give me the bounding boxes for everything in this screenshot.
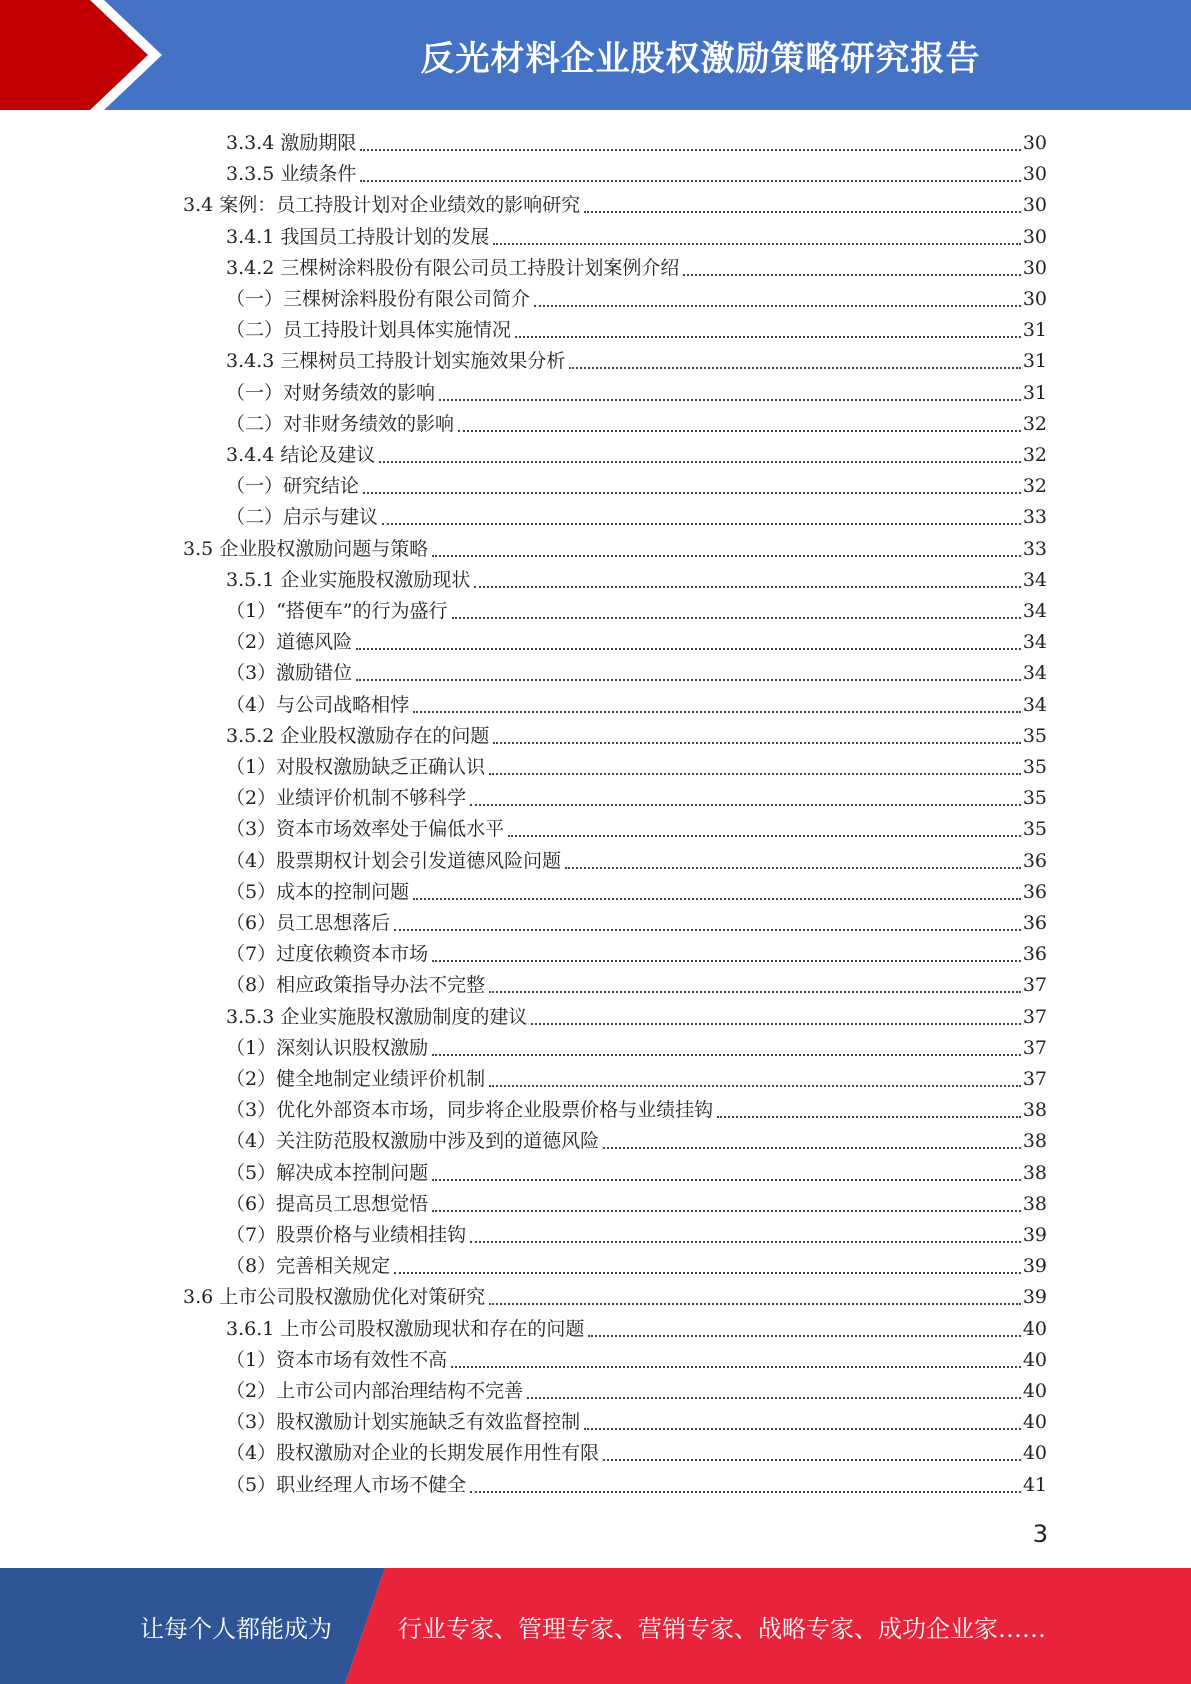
toc-entry-label: 3.5 企业股权激励问题与策略 — [183, 537, 429, 560]
toc-entry-page: 34 — [1022, 600, 1047, 622]
toc-entry-label: （2）健全地制定业绩评价机制 — [226, 1068, 486, 1090]
toc-entry[interactable] — [226, 502, 1047, 533]
report-title: 反光材料企业股权激励策略研究报告 — [420, 38, 981, 79]
toc-dot-leader — [603, 1459, 1021, 1461]
toc-entry-page: 35 — [1022, 787, 1047, 810]
toc-dot-leader — [470, 1491, 1021, 1493]
toc-dot-leader — [603, 1147, 1021, 1149]
toc-entry[interactable] — [226, 1220, 1047, 1251]
toc-entry[interactable] — [226, 877, 1047, 908]
toc-entry-page: 33 — [1022, 506, 1047, 529]
toc-entry-page: 40 — [1022, 1348, 1047, 1371]
toc-dot-leader — [534, 305, 1021, 307]
toc-entry-label: （一）三棵树涂料股份有限公司简介 — [226, 288, 531, 310]
toc-entry[interactable] — [226, 253, 1047, 284]
toc-entry-label: 3.6.1 上市公司股权激励现状和存在的问题 — [226, 1317, 585, 1340]
toc-dot-leader — [569, 367, 1020, 369]
toc-entry-label: 3.6 上市公司股权激励优化对策研究 — [183, 1286, 486, 1309]
toc-entry-page: 40 — [1022, 1317, 1047, 1340]
toc-entry[interactable] — [183, 1282, 1047, 1313]
toc-dot-leader — [470, 1241, 1021, 1243]
footer-slogan-left: 让每个人都能成为 — [140, 1614, 332, 1643]
toc-entry-page: 32 — [1022, 475, 1047, 498]
toc-entry-label: （3）优化外部资本市场，同步将企业股票价格与业绩挂钩 — [226, 1099, 714, 1122]
toc-entry-label: 3.3.5 业绩条件 — [226, 163, 357, 186]
toc-entry-label: （3）资本市场效率处于偏低水平 — [226, 818, 505, 841]
toc-entry-page: 39 — [1022, 1255, 1047, 1278]
toc-entry-label: （4）股权激励对企业的长期发展作用性有限 — [226, 1442, 600, 1465]
toc-entry-page: 30 — [1022, 288, 1047, 310]
toc-entry-page: 37 — [1022, 1068, 1047, 1090]
toc-dot-leader — [432, 1179, 1021, 1181]
page-footer — [0, 1568, 1191, 1684]
page-header — [0, 0, 1191, 110]
toc-entry[interactable] — [226, 1126, 1047, 1157]
toc-entry-page: 35 — [1022, 724, 1047, 747]
toc-entry[interactable] — [226, 1064, 1047, 1095]
toc-entry-label: 3.4.3 三棵树员工持股计划实施效果分析 — [226, 350, 566, 373]
toc-entry[interactable] — [226, 721, 1047, 752]
toc-entry[interactable] — [226, 440, 1047, 471]
toc-dot-leader — [360, 149, 1020, 151]
toc-dot-leader — [717, 1116, 1021, 1118]
toc-entry-page: 36 — [1022, 849, 1047, 872]
toc-dot-leader — [394, 1272, 1021, 1274]
toc-entry[interactable] — [226, 1438, 1047, 1469]
toc-entry[interactable] — [226, 128, 1047, 159]
toc-entry-page: 38 — [1022, 1192, 1047, 1215]
toc-dot-leader — [356, 679, 1021, 681]
toc-dot-leader — [508, 835, 1021, 837]
toc-entry[interactable] — [226, 1158, 1047, 1189]
toc-dot-leader — [379, 461, 1020, 463]
toc-dot-leader — [470, 804, 1021, 806]
toc-entry-page: 30 — [1022, 163, 1047, 186]
toc-entry-page: 33 — [1022, 537, 1047, 560]
toc-entry[interactable] — [226, 1407, 1047, 1438]
toc-entry-label: （4）与公司战略相悖 — [226, 693, 410, 716]
toc-entry-page: 36 — [1022, 943, 1047, 966]
toc-entry[interactable] — [226, 1002, 1047, 1033]
toc-entry-label: （1）深刻认识股权激励 — [226, 1036, 429, 1059]
toc-entry[interactable] — [226, 814, 1047, 845]
toc-entry-page: 40 — [1022, 1380, 1047, 1402]
toc-dot-leader — [683, 274, 1020, 276]
toc-dot-leader — [432, 960, 1021, 962]
toc-entry[interactable] — [226, 565, 1047, 596]
toc-dot-leader — [527, 1397, 1021, 1399]
toc-entry-page: 35 — [1022, 756, 1047, 778]
toc-entry-page: 31 — [1022, 350, 1047, 373]
toc-entry[interactable] — [226, 222, 1047, 253]
toc-dot-leader — [360, 180, 1020, 182]
toc-entry[interactable] — [226, 1345, 1047, 1376]
toc-entry[interactable] — [226, 284, 1047, 315]
toc-entry-page: 32 — [1022, 412, 1047, 435]
toc-entry[interactable] — [226, 627, 1047, 658]
toc-entry-page: 38 — [1022, 1161, 1047, 1184]
toc-dot-leader — [394, 929, 1021, 931]
toc-entry-label: （二）启示与建议 — [226, 506, 379, 529]
toc-dot-leader — [493, 243, 1020, 245]
toc-entry-page: 32 — [1022, 444, 1047, 466]
toc-entry[interactable] — [226, 1095, 1047, 1126]
toc-entry-page: 30 — [1022, 132, 1047, 154]
toc-entry-label: （1）对股权激励缺乏正确认识 — [226, 756, 486, 778]
toc-entry-label: （2）上市公司内部治理结构不完善 — [226, 1380, 524, 1402]
toc-dot-leader — [489, 1085, 1021, 1087]
toc-entry[interactable] — [226, 939, 1047, 970]
toc-entry[interactable] — [183, 534, 1047, 565]
toc-entry-page: 38 — [1022, 1099, 1047, 1122]
toc-entry-label: 3.4.4 结论及建议 — [226, 444, 376, 466]
toc-dot-leader — [588, 1335, 1020, 1337]
toc-entry[interactable] — [226, 752, 1047, 783]
toc-entry-label: （5）成本的控制问题 — [226, 880, 410, 903]
toc-entry[interactable] — [226, 970, 1047, 1001]
toc-entry-label: （5）职业经理人市场不健全 — [226, 1473, 467, 1496]
toc-entry[interactable] — [226, 1033, 1047, 1064]
toc-dot-leader — [439, 399, 1021, 401]
toc-dot-leader — [458, 430, 1021, 432]
toc-entry-label: （4）股票期权计划会引发道德风险问题 — [226, 849, 562, 872]
toc-entry-label: （2）业绩评价机制不够科学 — [226, 787, 467, 810]
toc-entry-label: 3.5.2 企业股权激励存在的问题 — [226, 724, 490, 747]
toc-entry-label: （8）完善相关规定 — [226, 1255, 391, 1278]
toc-entry[interactable] — [226, 658, 1047, 689]
toc-entry[interactable] — [226, 1314, 1047, 1345]
toc-dot-leader — [489, 1303, 1021, 1305]
toc-entry-label: （3）股权激励计划实施缺乏有效监督控制 — [226, 1411, 581, 1434]
toc-entry-label: （7）股票价格与业绩相挂钩 — [226, 1224, 467, 1246]
toc-dot-leader — [584, 211, 1021, 213]
toc-entry-page: 30 — [1022, 256, 1047, 279]
toc-dot-leader — [489, 773, 1021, 775]
toc-entry-label: （1）资本市场有效性不高 — [226, 1348, 448, 1371]
toc-dot-leader — [515, 336, 1021, 338]
toc-dot-leader — [452, 617, 1021, 619]
toc-entry[interactable] — [226, 1376, 1047, 1407]
toc-entry-label: （5）解决成本控制问题 — [226, 1161, 429, 1184]
toc-dot-leader — [432, 555, 1021, 557]
toc-entry-label: （6）员工思想落后 — [226, 912, 391, 934]
toc-entry-label: （2）道德风险 — [226, 631, 353, 654]
toc-entry-page: 34 — [1022, 631, 1047, 654]
toc-entry-label: 3.3.4 激励期限 — [226, 132, 357, 154]
toc-entry-page: 30 — [1022, 194, 1047, 217]
toc-entry-page: 38 — [1022, 1130, 1047, 1153]
toc-dot-leader — [363, 492, 1021, 494]
toc-entry[interactable] — [226, 1189, 1047, 1220]
footer-slogan-right: 行业专家、管理专家、营销专家、战略专家、成功企业家…… — [398, 1614, 1046, 1643]
toc-entry-label: （3）激励错位 — [226, 662, 353, 685]
toc-dot-leader — [451, 1366, 1021, 1368]
toc-entry[interactable] — [226, 471, 1047, 502]
toc-dot-leader — [474, 586, 1020, 588]
toc-entry-label: 3.4.1 我国员工持股计划的发展 — [226, 225, 490, 248]
toc-dot-leader — [382, 523, 1021, 525]
toc-entry-label: （一）研究结论 — [226, 475, 360, 498]
toc-entry-page: 37 — [1022, 974, 1047, 997]
toc-entry[interactable] — [183, 190, 1047, 221]
toc-entry-label: 3.5.3 企业实施股权激励制度的建议 — [226, 1005, 528, 1028]
toc-entry-page: 40 — [1022, 1442, 1047, 1465]
toc-entry[interactable] — [226, 1470, 1047, 1501]
toc-dot-leader — [432, 1054, 1021, 1056]
toc-entry-page: 37 — [1022, 1036, 1047, 1059]
toc-entry-label: （二）对非财务绩效的影响 — [226, 412, 455, 435]
toc-entry-label: （二）员工持股计划具体实施情况 — [226, 319, 512, 342]
toc-entry[interactable] — [226, 378, 1047, 409]
toc-entry[interactable] — [226, 846, 1047, 877]
toc-entry-label: （4）关注防范股权激励中涉及到的道德风险 — [226, 1130, 600, 1153]
page-number: 3 — [1032, 1520, 1048, 1548]
toc-entry[interactable] — [226, 315, 1047, 346]
toc-entry-page: 34 — [1022, 662, 1047, 685]
toc-entry-label: （6）提高员工思想觉悟 — [226, 1192, 429, 1215]
toc-entry[interactable] — [226, 690, 1047, 721]
toc-entry-page: 41 — [1022, 1473, 1047, 1496]
toc-entry[interactable] — [226, 409, 1047, 440]
toc-dot-leader — [493, 742, 1020, 744]
toc-entry-label: （7）过度依赖资本市场 — [226, 943, 429, 966]
toc-entry-label: （1）“搭便车”的行为盛行 — [226, 600, 448, 622]
toc-entry-page: 31 — [1022, 319, 1047, 342]
toc-entry-page: 35 — [1022, 818, 1047, 841]
toc-entry-label: 3.5.1 企业实施股权激励现状 — [226, 568, 471, 591]
toc-entry[interactable] — [226, 596, 1047, 627]
toc-entry-page: 31 — [1022, 381, 1047, 404]
toc-entry-page: 34 — [1022, 568, 1047, 591]
toc-entry[interactable] — [226, 783, 1047, 814]
toc-entry-page: 40 — [1022, 1411, 1047, 1434]
toc-dot-leader — [413, 898, 1021, 900]
toc-dot-leader — [413, 711, 1021, 713]
toc-entry-page: 39 — [1022, 1286, 1047, 1309]
toc-entry-page: 39 — [1022, 1224, 1047, 1246]
toc-entry-label: 3.4 案例：员工持股计划对企业绩效的影响研究 — [183, 194, 581, 217]
toc-entry[interactable] — [226, 908, 1047, 939]
toc-entry-label: （8）相应政策指导办法不完整 — [226, 974, 486, 997]
toc-dot-leader — [432, 1210, 1021, 1212]
toc-dot-leader — [565, 867, 1021, 869]
toc-entry-page: 37 — [1022, 1005, 1047, 1028]
toc-entry-page: 34 — [1022, 693, 1047, 716]
toc-dot-leader — [531, 1023, 1020, 1025]
toc-dot-leader — [584, 1428, 1021, 1430]
toc-dot-leader — [489, 991, 1021, 993]
toc-entry-page: 36 — [1022, 912, 1047, 934]
toc-entry-page: 30 — [1022, 225, 1047, 248]
toc-entry-page: 36 — [1022, 880, 1047, 903]
toc-entry[interactable] — [226, 346, 1047, 377]
toc-entry[interactable] — [226, 1251, 1047, 1282]
toc-dot-leader — [356, 648, 1021, 650]
toc-entry[interactable] — [226, 159, 1047, 190]
toc-entry-label: 3.4.2 三棵树涂料股份有限公司员工持股计划案例介绍 — [226, 256, 680, 279]
toc-entry-label: （一）对财务绩效的影响 — [226, 381, 436, 404]
